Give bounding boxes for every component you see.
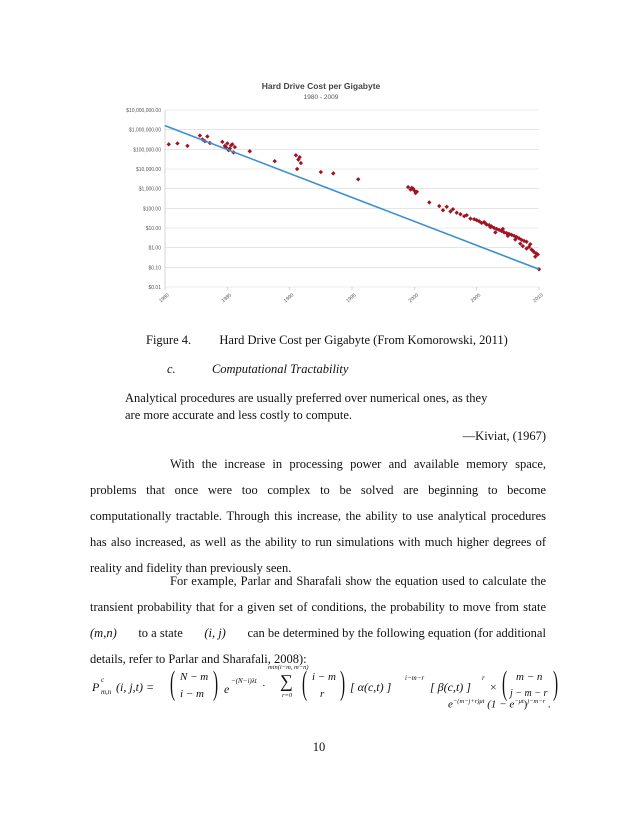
- binom2-close: ): [340, 665, 346, 702]
- chart-background: [95, 72, 547, 320]
- paragraph-2-line-2: transient probability that for a given set of conditions, the probability to move from state: [90, 600, 546, 614]
- paragraph-1-line-5: reality and fidelity than previously seen.: [90, 561, 292, 575]
- sum-upper-limit: min(i−m, m−n): [268, 664, 309, 671]
- eq-end: .: [547, 698, 551, 711]
- chart-subtitle: 1980 - 2009: [303, 94, 339, 101]
- paragraph-2-line-3-rest: can be determined by the following equation (for additional: [247, 626, 546, 640]
- binom1-top: N − m: [180, 671, 209, 683]
- section-number: c.: [167, 362, 176, 376]
- eq-lhs: P: [92, 680, 100, 694]
- section-title: Computational Tractability: [211, 362, 349, 376]
- epigraph-line-1: Analytical procedures are usually preferred over numerical ones, as they: [125, 391, 488, 405]
- y-tick-label: $1,000.00: [138, 186, 161, 193]
- beta-term: [ β(c,t) ]: [430, 680, 471, 694]
- x-tick-label: 2005: [469, 292, 483, 305]
- binom3-close: ): [553, 665, 559, 702]
- eq-lhs-sup: c: [101, 676, 105, 684]
- paragraph-2-line-3: [90, 620, 546, 646]
- eq-last-inner-sup: −μt: [514, 698, 524, 705]
- x-tick-label: 1990: [282, 292, 296, 305]
- sum-symbol: ∑: [280, 671, 293, 691]
- page-number: 10: [312, 740, 326, 754]
- state-from: (m,n): [90, 626, 117, 640]
- y-tick-label: $0.01: [148, 285, 161, 291]
- beta-exponent: r: [482, 674, 485, 682]
- figure-caption: [146, 333, 508, 348]
- epigraph: [125, 390, 515, 424]
- chart-canvas: [95, 72, 547, 320]
- y-tick-label: $100,000.00: [133, 147, 161, 154]
- paragraph-1: [90, 451, 546, 581]
- chart-title: Hard Drive Cost per Gigabyte: [261, 81, 381, 91]
- eq-last-term: (1 − e: [487, 698, 515, 711]
- binom2-open: (: [302, 665, 308, 702]
- paragraph-2: [90, 568, 546, 672]
- binom2-top: i − m: [312, 671, 336, 683]
- eq-times: ×: [490, 680, 497, 694]
- binom1-close: ): [213, 665, 219, 702]
- binom3-top: m − n: [516, 671, 543, 683]
- paragraph-1-line-2: problems that once were too complex to be solved are beginning to become: [90, 483, 546, 497]
- y-tick-label: $1.00: [148, 245, 161, 252]
- y-tick-label: $1,000,000.00: [129, 127, 161, 134]
- paragraph-2-line-1: For example, Parlar and Sharafali show the equation used to calculate the: [170, 574, 546, 588]
- x-tick-label: 1985: [220, 292, 233, 305]
- hard-drive-cost-chart: [95, 72, 547, 320]
- section-heading: [167, 362, 348, 377]
- y-tick-label: $0.10: [148, 265, 161, 272]
- figure-label: Figure 4.: [146, 333, 192, 347]
- eq-exp1-sup: −(N−i)λt: [231, 677, 257, 685]
- eq-lhs-sub: m,n: [101, 688, 112, 696]
- y-tick-label: $10.00: [145, 226, 161, 232]
- x-tick-label: 1980: [158, 292, 171, 305]
- binom1-bottom: i − m: [180, 688, 204, 700]
- binom3-bottom: j − m − r: [510, 688, 548, 699]
- alpha-exponent: i−m−r: [405, 674, 425, 682]
- paragraph-1-line-3: computationally tractable. Through this increase, the ability to use analytical procedures: [90, 509, 546, 523]
- paragraph-1-line-4: has also increased, as well as the ability to run simulations with much higher degrees of: [90, 535, 546, 549]
- binom1-open: (: [170, 665, 176, 702]
- eq-exp2: e: [448, 698, 453, 711]
- state-to: (i, j): [204, 626, 226, 640]
- binom3-open: (: [502, 665, 508, 702]
- eq-lhs-args: (i, j,t) =: [116, 680, 155, 694]
- paragraph-2-line-4: details, refer to Parlar and Sharafali, 2008):: [90, 652, 307, 666]
- y-tick-label: $10,000,000.00: [126, 108, 161, 114]
- sum-lower-limit: r=0: [282, 692, 293, 699]
- x-tick-label: 2010: [532, 292, 545, 305]
- x-tick-label: 2000: [407, 292, 420, 305]
- y-tick-label: $10,000.00: [135, 167, 161, 173]
- eq-exp1: e: [224, 682, 230, 696]
- figure-caption-text: Hard Drive Cost per Gigabyte (From Komorowski, 2011): [219, 333, 508, 347]
- x-tick-label: 1995: [345, 292, 358, 305]
- eq-last-sup: j−m−r: [527, 698, 546, 705]
- epigraph-attribution: —Kiviat, (1967): [462, 429, 546, 443]
- epigraph-line-2: are more accurate and less costly to compute.: [125, 408, 352, 422]
- equation-tail: [448, 698, 618, 716]
- binom2-bottom: r: [320, 688, 325, 700]
- alpha-term: [ α(c,t) ]: [350, 680, 392, 694]
- eq-exp2-sup: −(m−j+r)μt: [452, 698, 485, 705]
- y-tick-label: $100.00: [142, 206, 161, 213]
- paragraph-1-line-1: With the increase in processing power and available memory space,: [170, 457, 546, 471]
- eq-last-close: ): [523, 698, 528, 711]
- eq-dot: ·: [262, 680, 266, 692]
- to-a-state-text: to a state: [138, 626, 183, 640]
